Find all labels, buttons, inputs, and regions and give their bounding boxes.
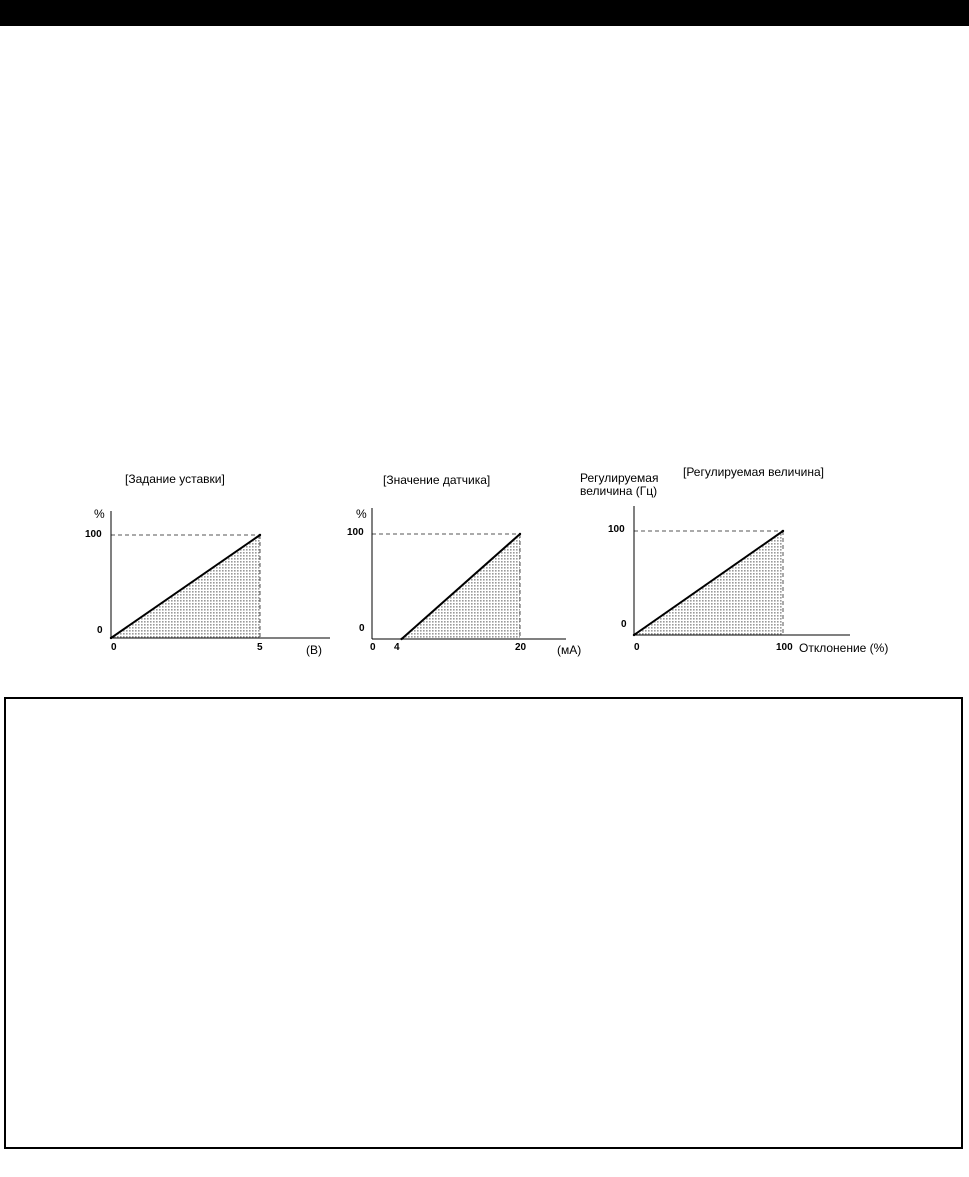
chart-controlled-value-y-tick-100: 100	[608, 524, 625, 535]
chart-sensor-x-tick-0: 0	[370, 642, 376, 653]
chart-controlled-value-x-tick-100: 100	[776, 642, 793, 653]
chart-setpoint-y-label: %	[94, 507, 105, 521]
note-box	[4, 697, 963, 1149]
chart-setpoint-title: [Задание уставки]	[125, 472, 225, 486]
chart-sensor-y-label: %	[356, 507, 367, 521]
chart-controlled-value-title: [Регулируемая величина]	[683, 465, 824, 479]
header-bar	[0, 0, 969, 26]
chart-controlled-value-data-point	[782, 530, 784, 532]
chart-controlled-value-y-label-line2: величина (Гц)	[580, 484, 658, 498]
chart-controlled-value-data-point	[633, 634, 635, 636]
chart-controlled-value-x-tick-0: 0	[634, 642, 640, 653]
chart-controlled-value-y-tick-0: 0	[621, 619, 627, 630]
chart-setpoint-x-tick-0: 0	[111, 642, 117, 653]
chart-controlled-value-y-label-line1: Регулируемая	[580, 471, 659, 485]
charts-row	[0, 450, 969, 680]
chart-sensor-y-tick-0: 0	[359, 623, 365, 634]
chart-setpoint-y-tick-0: 0	[97, 625, 103, 636]
chart-sensor-x-tick-20: 20	[515, 642, 527, 653]
chart-setpoint-x-unit: (В)	[306, 643, 322, 657]
chart-setpoint-y-tick-100: 100	[85, 529, 102, 540]
chart-sensor-x-tick-4: 4	[394, 642, 400, 653]
chart-sensor-y-tick-100: 100	[347, 527, 364, 538]
chart-sensor-title: [Значение датчика]	[383, 473, 491, 487]
chart-setpoint-x-tick-5: 5	[257, 642, 263, 653]
chart-controlled-value-x-unit: Отклонение (%)	[799, 641, 889, 655]
chart-sensor-x-unit: (мА)	[557, 643, 582, 657]
